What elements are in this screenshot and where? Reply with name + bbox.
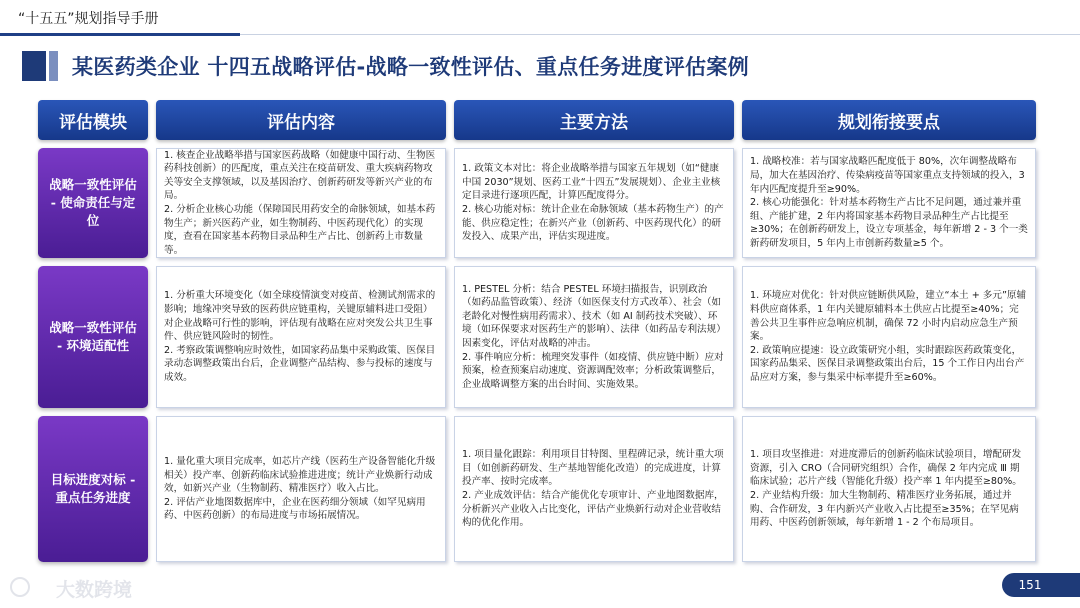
table-cell-method <box>454 266 734 408</box>
table-cell-content <box>156 416 446 562</box>
page-number-tab-tail <box>1056 573 1080 597</box>
cell-text: 1. 项目攻坚推进：对进度滞后的创新药临床试验项目，增配研发资源，引入 CRO（合同研究组织）合作，确保 2 年内完成 Ⅲ 期临床试验；芯片产线（智能化升级）投产率 1 年内提至≥80%。 2. 产业结构升级：加大生物制药、精准医疗业务拓展，通过并购、合作研发，3 年内新兴产业收入占比提至≥35%；在罕见病用药、中医药创新领域，每年新增 1 - 2 个布局项目。 <box>750 449 1022 529</box>
table-cell-points <box>742 416 1036 562</box>
table-cell-points <box>742 148 1036 258</box>
cell-text: 1. PESTEL 分析：结合 PESTEL 环境扫描报告，识别政治（如药品监管政策）、经济（如医保支付方式改革）、社会（如老龄化对慢性病用药需求）、技术（如 AI 制药技术突破）、环境（如环保要求对医药生产的影响）、法律（如药品专利法规）因素变化，评估对战略的冲击。 2. 事件响应分析：梳理突发事件（如疫情、供应链中断）应对预案，检查预案启动速度、资源调配效率；分析政策调整后，企业战略调整方案的出台时间、实施效果。 <box>462 283 726 390</box>
table-cell-method <box>454 416 734 562</box>
page-title-bar <box>22 50 749 82</box>
table-cell-method <box>454 148 734 258</box>
column-header-content: 评估内容 <box>156 100 446 140</box>
cell-text: 1. 核查企业战略举措与国家医药战略（如健康中国行动、生物医药科技创新）的匹配度，重点关注在疫苗研发、重大疾病药物攻关等安全支撑领域，以及基因治疗、创新药研发等新兴产业的布局。 2. 分析企业核心功能（保障国民用药安全的命脉领域，如基本药物生产；新兴医药产业，如生物制药、中医药现代化）的实现度，查看在国家基本药物目录品种生产占比、创新药上市数量等。 <box>164 149 436 256</box>
cell-text: 1. 分析重大环境变化（如全球疫情演变对疫苗、检测试剂需求的影响；地缘冲突导致的医药供应链重构，关键原辅料进口受阻）对企业战略可行性的影响，评估现有战略在应对突发公共卫生事件、供应链风险时的韧性。 2. 考察政策调整响应时效性，如国家药品集中采购政策、医保目录动态调整政策出台后，企业调整产品结构、参与投标的速度与成效。 <box>164 290 436 383</box>
table-cell-points <box>742 266 1036 408</box>
column-header-points: 规划衔接要点 <box>742 100 1036 140</box>
cell-text: 1. 政策文本对比：将企业战略举措与国家五年规划（如“健康中国 2030”规划、医药工业“十四五”发展规划）、企业主业核定目录进行逐项匹配，计算匹配度得分。 2. 核心功能对标：统计企业在命脉领域（基本药物生产）的产能、供应稳定性；在新兴产业（创新药、中医药现代化）的研发投入、成果产出，评估实现进度。 <box>462 163 724 243</box>
cell-text: 1. 项目量化跟踪：利用项目甘特图、里程碑记录，统计重大项目（如创新药研发、生产基地智能化改造）的完成进度，计算投产率、按时完成率。 2. 产业成效评估：结合产能优化专项审计、产业地图数据库，分析新兴产业收入占比变化，评估产业焕新行动对企业营收结构的优化作用。 <box>462 449 724 529</box>
column-header-module: 评估模块 <box>38 100 148 140</box>
cell-text: 1. 战略校准：若与国家战略匹配度低于 80%，次年调整战略布局，加大在基因治疗、传染病疫苗等国家重点支持领域的投入，3 年内匹配度提升至≥90%。 2. 核心功能强化：针对基本药物生产占比不足问题，通过兼并重组、产能扩建，2 年内将国家基本药物目录品种生产占比提至≥30%；在创新药研发上，设立专项基金，每年新增 2 - 3 个一类新药研发项目，5 年内上市创新药数量≥5 个。 <box>750 156 1028 249</box>
column-header-method: 主要方法 <box>454 100 734 140</box>
table-cell-content <box>156 266 446 408</box>
top-divider-accent <box>0 33 240 36</box>
watermark-logo-icon <box>10 577 30 597</box>
page-number: 151 <box>1002 573 1058 597</box>
module-label-environment: 战略一致性评估 - 环境适配性 <box>38 266 148 408</box>
table-cell-content <box>156 148 446 258</box>
page-title: 某医药类企业 十四五战略评估-战略一致性评估、重点任务进度评估案例 <box>72 55 749 79</box>
cell-text: 1. 环境应对优化：针对供应链断供风险，建立“本土 + 多元”原辅料供应商体系，1 年内关键原辅料本土供应占比提至≥40%；完善公共卫生事件应急响应机制，确保 72 小时内启动应急生产预案。 2. 政策响应提速：设立政策研究小组，实时跟踪医药政策变化，国家药品集采、医保目录调整政策出台后，15 个工作日内出台产品应对方案，参与集采中标率提升至≥60%。 <box>750 290 1027 383</box>
module-label-progress: 目标进度对标 - 重点任务进度 <box>38 416 148 562</box>
module-label-mission: 战略一致性评估 - 使命责任与定位 <box>38 148 148 258</box>
document-label: “十五五”规划指导手册 <box>18 11 159 27</box>
cell-text: 1. 量化重大项目完成率，如芯片产线（医药生产设备智能化升级相关）投产率、创新药临床试验推进进度；统计产业焕新行动成效，如新兴产业（生物制药、精准医疗）收入占比。 2. 评估产业地图数据库中，企业在医药细分领域（如罕见病用药、中医药创新）的布局进度与市场拓展情况。 <box>164 456 436 522</box>
watermark-text: 大数跨境 <box>56 579 133 601</box>
title-marker-icon <box>22 51 58 81</box>
